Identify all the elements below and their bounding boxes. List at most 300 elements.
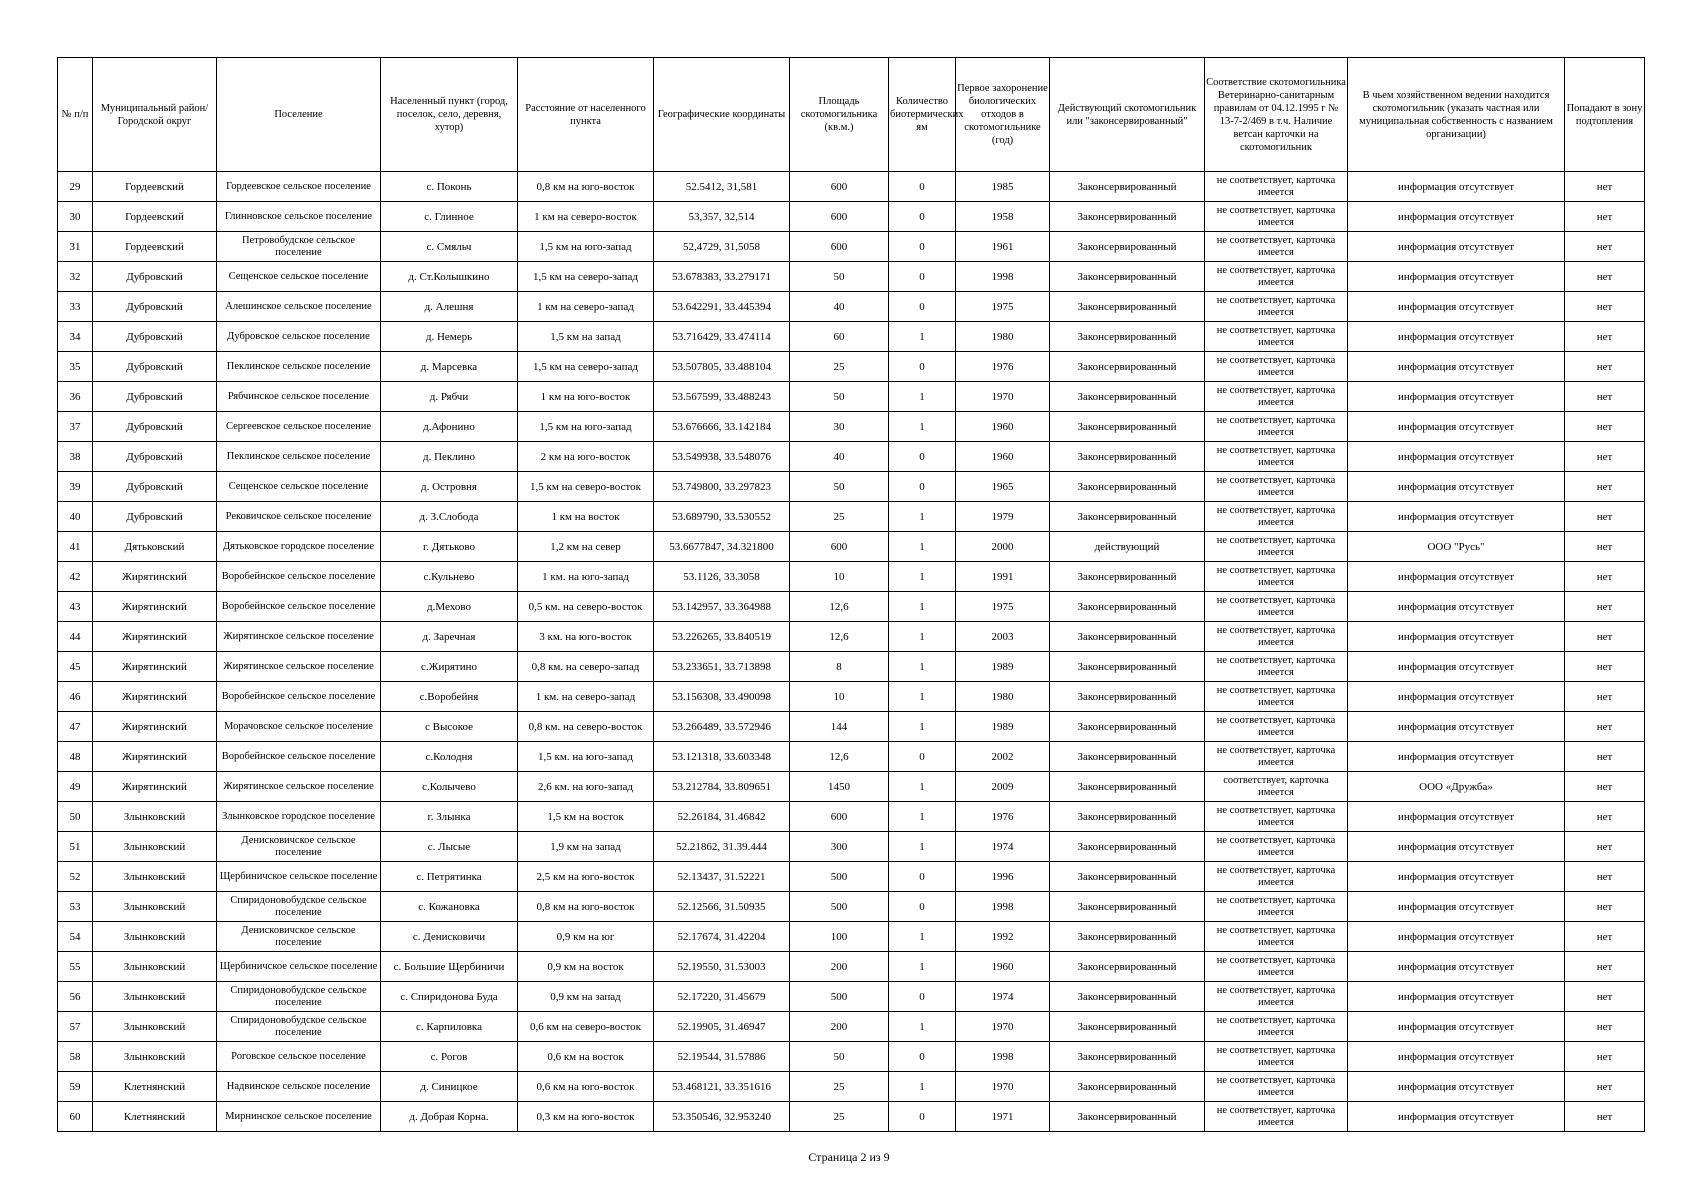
cell-pits-count: 1 bbox=[889, 502, 956, 532]
cell-pits-count: 0 bbox=[889, 262, 956, 292]
cell-flood-zone: нет bbox=[1565, 1102, 1645, 1132]
cell-district: Гордеевский bbox=[93, 172, 217, 202]
cell-flood-zone: нет bbox=[1565, 502, 1645, 532]
table-row bbox=[58, 682, 1645, 712]
table-row bbox=[58, 382, 1645, 412]
cell-locality: с. Глинное bbox=[381, 202, 518, 232]
cell-ownership: информация отсутствует bbox=[1348, 172, 1565, 202]
table-row bbox=[58, 562, 1645, 592]
cell-coordinates: 52.17674, 31.42204 bbox=[654, 922, 790, 952]
cell-pits-count: 1 bbox=[889, 952, 956, 982]
cell-locality: д. З.Слобода bbox=[381, 502, 518, 532]
cell-locality: с. Большие Щербиничи bbox=[381, 952, 518, 982]
cell-status: Законсервированный bbox=[1050, 982, 1205, 1012]
cell-distance: 0,8 км. на северо-запад bbox=[518, 652, 654, 682]
cell-locality: с.Воробейня bbox=[381, 682, 518, 712]
cell-status: Законсервированный bbox=[1050, 802, 1205, 832]
cell-area: 50 bbox=[790, 1042, 889, 1072]
cell-row-number: 44 bbox=[58, 622, 93, 652]
cell-ownership: информация отсутствует bbox=[1348, 1042, 1565, 1072]
cell-district: Дубровский bbox=[93, 382, 217, 412]
cell-district: Злынковский bbox=[93, 862, 217, 892]
cell-area: 30 bbox=[790, 412, 889, 442]
cell-flood-zone: нет bbox=[1565, 202, 1645, 232]
cell-coordinates: 53.507805, 33.488104 bbox=[654, 352, 790, 382]
cell-ownership: информация отсутствует bbox=[1348, 712, 1565, 742]
cell-area: 12,6 bbox=[790, 622, 889, 652]
cell-area: 10 bbox=[790, 682, 889, 712]
cell-status: Законсервированный bbox=[1050, 292, 1205, 322]
cell-locality: с. Спиридонова Буда bbox=[381, 982, 518, 1012]
cell-locality: д. Заречная bbox=[381, 622, 518, 652]
cell-distance: 1,5 км на северо-запад bbox=[518, 352, 654, 382]
table-body bbox=[58, 172, 1645, 1132]
cell-area: 12,6 bbox=[790, 592, 889, 622]
cell-compliance: не соответствует, карточка имеется bbox=[1205, 472, 1348, 502]
cell-coordinates: 52.19550, 31.53003 bbox=[654, 952, 790, 982]
cell-pits-count: 1 bbox=[889, 922, 956, 952]
cell-area: 600 bbox=[790, 232, 889, 262]
column-header: № п/п bbox=[58, 58, 93, 172]
cell-first-burial-year: 1976 bbox=[956, 352, 1050, 382]
table-row bbox=[58, 1042, 1645, 1072]
cell-locality: с. Денисковичи bbox=[381, 922, 518, 952]
cell-flood-zone: нет bbox=[1565, 802, 1645, 832]
cell-district: Дубровский bbox=[93, 292, 217, 322]
cell-first-burial-year: 2002 bbox=[956, 742, 1050, 772]
cell-row-number: 49 bbox=[58, 772, 93, 802]
cell-ownership: информация отсутствует bbox=[1348, 1102, 1565, 1132]
cell-district: Жирятинский bbox=[93, 712, 217, 742]
cell-pits-count: 1 bbox=[889, 832, 956, 862]
cell-row-number: 48 bbox=[58, 742, 93, 772]
cell-first-burial-year: 1998 bbox=[956, 262, 1050, 292]
cell-settlement: Роговское сельское поселение bbox=[217, 1042, 381, 1072]
cell-distance: 2,6 км. на юго-запад bbox=[518, 772, 654, 802]
cell-coordinates: 52.12566, 31.50935 bbox=[654, 892, 790, 922]
cell-first-burial-year: 1975 bbox=[956, 592, 1050, 622]
cell-flood-zone: нет bbox=[1565, 712, 1645, 742]
cell-distance: 1 км. на юго-запад bbox=[518, 562, 654, 592]
cell-district: Злынковский bbox=[93, 802, 217, 832]
cell-first-burial-year: 1970 bbox=[956, 1072, 1050, 1102]
cell-compliance: не соответствует, карточка имеется bbox=[1205, 1042, 1348, 1072]
cell-compliance: не соответствует, карточка имеется bbox=[1205, 682, 1348, 712]
cell-status: Законсервированный bbox=[1050, 622, 1205, 652]
cell-status: действующий bbox=[1050, 532, 1205, 562]
cell-compliance: соответствует, карточка имеется bbox=[1205, 772, 1348, 802]
table-row bbox=[58, 832, 1645, 862]
cell-status: Законсервированный bbox=[1050, 832, 1205, 862]
cell-pits-count: 0 bbox=[889, 352, 956, 382]
cell-first-burial-year: 1996 bbox=[956, 862, 1050, 892]
cell-row-number: 39 bbox=[58, 472, 93, 502]
table-row bbox=[58, 322, 1645, 352]
cell-settlement: Морачовское сельское поселение bbox=[217, 712, 381, 742]
cell-area: 60 bbox=[790, 322, 889, 352]
cell-status: Законсервированный bbox=[1050, 952, 1205, 982]
cell-distance: 1,9 км на запад bbox=[518, 832, 654, 862]
cell-pits-count: 0 bbox=[889, 982, 956, 1012]
cell-distance: 1 км на северо-запад bbox=[518, 292, 654, 322]
column-header: Количество биотермических ям bbox=[889, 58, 956, 172]
cell-district: Дубровский bbox=[93, 352, 217, 382]
cell-first-burial-year: 1991 bbox=[956, 562, 1050, 592]
cell-first-burial-year: 2009 bbox=[956, 772, 1050, 802]
cell-flood-zone: нет bbox=[1565, 832, 1645, 862]
cell-first-burial-year: 1998 bbox=[956, 892, 1050, 922]
cell-district: Клетнянский bbox=[93, 1102, 217, 1132]
table-row bbox=[58, 202, 1645, 232]
cell-area: 25 bbox=[790, 1102, 889, 1132]
cell-district: Дубровский bbox=[93, 502, 217, 532]
cell-compliance: не соответствует, карточка имеется bbox=[1205, 1072, 1348, 1102]
cell-row-number: 35 bbox=[58, 352, 93, 382]
cell-pits-count: 1 bbox=[889, 1012, 956, 1042]
cell-ownership: информация отсутствует bbox=[1348, 1012, 1565, 1042]
column-header: Поселение bbox=[217, 58, 381, 172]
cell-compliance: не соответствует, карточка имеется bbox=[1205, 712, 1348, 742]
cell-area: 600 bbox=[790, 202, 889, 232]
cell-flood-zone: нет bbox=[1565, 1072, 1645, 1102]
cell-status: Законсервированный bbox=[1050, 742, 1205, 772]
cell-first-burial-year: 1979 bbox=[956, 502, 1050, 532]
cell-settlement: Сергеевское сельское поселение bbox=[217, 412, 381, 442]
cell-status: Законсервированный bbox=[1050, 172, 1205, 202]
cell-compliance: не соответствует, карточка имеется bbox=[1205, 622, 1348, 652]
cell-compliance: не соответствует, карточка имеется bbox=[1205, 1102, 1348, 1132]
page-number-footer: Страница 2 из 9 bbox=[808, 1150, 890, 1164]
cell-compliance: не соответствует, карточка имеется bbox=[1205, 172, 1348, 202]
cell-distance: 1,5 км на северо-восток bbox=[518, 472, 654, 502]
cell-ownership: информация отсутствует bbox=[1348, 322, 1565, 352]
cell-pits-count: 1 bbox=[889, 1072, 956, 1102]
cell-compliance: не соответствует, карточка имеется bbox=[1205, 352, 1348, 382]
cell-settlement: Щербиничское сельское поселение bbox=[217, 952, 381, 982]
cell-coordinates: 53.642291, 33.445394 bbox=[654, 292, 790, 322]
table-row bbox=[58, 652, 1645, 682]
cell-settlement: Гордеевское сельское поселение bbox=[217, 172, 381, 202]
cell-settlement: Сещенское сельское поселение bbox=[217, 262, 381, 292]
cell-settlement: Воробейнское сельское поселение bbox=[217, 742, 381, 772]
cell-row-number: 45 bbox=[58, 652, 93, 682]
cell-status: Законсервированный bbox=[1050, 862, 1205, 892]
cell-locality: с. Лысые bbox=[381, 832, 518, 862]
cell-coordinates: 53.678383, 33.279171 bbox=[654, 262, 790, 292]
cell-row-number: 57 bbox=[58, 1012, 93, 1042]
cell-area: 300 bbox=[790, 832, 889, 862]
cell-locality: г. Дятьково bbox=[381, 532, 518, 562]
cell-flood-zone: нет bbox=[1565, 1012, 1645, 1042]
cell-compliance: не соответствует, карточка имеется bbox=[1205, 592, 1348, 622]
table-row bbox=[58, 472, 1645, 502]
table-row bbox=[58, 622, 1645, 652]
cell-coordinates: 53.676666, 33.142184 bbox=[654, 412, 790, 442]
column-header: Первое захоронение биологических отходов в скотомогильнике (год) bbox=[956, 58, 1050, 172]
cell-distance: 1 км. на северо-запад bbox=[518, 682, 654, 712]
cell-compliance: не соответствует, карточка имеется bbox=[1205, 232, 1348, 262]
table-row bbox=[58, 592, 1645, 622]
cell-row-number: 47 bbox=[58, 712, 93, 742]
cell-ownership: информация отсутствует bbox=[1348, 892, 1565, 922]
cell-area: 200 bbox=[790, 952, 889, 982]
cell-first-burial-year: 1989 bbox=[956, 712, 1050, 742]
cell-ownership: информация отсутствует bbox=[1348, 922, 1565, 952]
table-row bbox=[58, 232, 1645, 262]
cell-district: Жирятинский bbox=[93, 562, 217, 592]
cell-settlement: Спиридоновобудское сельское поселение bbox=[217, 1012, 381, 1042]
cell-status: Законсервированный bbox=[1050, 412, 1205, 442]
cell-status: Законсервированный bbox=[1050, 1012, 1205, 1042]
cell-coordinates: 52.5412, 31,581 bbox=[654, 172, 790, 202]
cell-pits-count: 0 bbox=[889, 292, 956, 322]
cell-area: 40 bbox=[790, 292, 889, 322]
cell-flood-zone: нет bbox=[1565, 292, 1645, 322]
cell-row-number: 54 bbox=[58, 922, 93, 952]
cell-status: Законсервированный bbox=[1050, 352, 1205, 382]
cell-status: Законсервированный bbox=[1050, 442, 1205, 472]
cell-area: 500 bbox=[790, 982, 889, 1012]
cell-first-burial-year: 2003 bbox=[956, 622, 1050, 652]
cell-pits-count: 0 bbox=[889, 472, 956, 502]
cell-area: 144 bbox=[790, 712, 889, 742]
cell-ownership: информация отсутствует bbox=[1348, 592, 1565, 622]
cell-row-number: 37 bbox=[58, 412, 93, 442]
table-row bbox=[58, 802, 1645, 832]
cell-ownership: информация отсутствует bbox=[1348, 412, 1565, 442]
cell-coordinates: 53.156308, 33.490098 bbox=[654, 682, 790, 712]
cell-flood-zone: нет bbox=[1565, 532, 1645, 562]
column-header: В чьем хозяйственном ведении находится скотомогильник (указать частная или муниципальная собственность с названием организации) bbox=[1348, 58, 1565, 172]
cell-coordinates: 53.567599, 33.488243 bbox=[654, 382, 790, 412]
cell-area: 50 bbox=[790, 262, 889, 292]
cell-pits-count: 1 bbox=[889, 412, 956, 442]
cell-row-number: 34 bbox=[58, 322, 93, 352]
cell-first-burial-year: 1970 bbox=[956, 382, 1050, 412]
table-row bbox=[58, 412, 1645, 442]
column-header: Площадь скотомогильника (кв.м.) bbox=[790, 58, 889, 172]
cell-flood-zone: нет bbox=[1565, 322, 1645, 352]
cell-first-burial-year: 1961 bbox=[956, 232, 1050, 262]
cell-settlement: Надвинское сельское поселение bbox=[217, 1072, 381, 1102]
cell-locality: д. Островня bbox=[381, 472, 518, 502]
cell-row-number: 53 bbox=[58, 892, 93, 922]
cell-distance: 1,5 км. на юго-запад bbox=[518, 742, 654, 772]
column-header: Муниципальный район/Городской округ bbox=[93, 58, 217, 172]
cell-district: Злынковский bbox=[93, 1042, 217, 1072]
cell-distance: 0,3 км на юго-восток bbox=[518, 1102, 654, 1132]
cell-coordinates: 53.549938, 33.548076 bbox=[654, 442, 790, 472]
cell-distance: 0,8 км на юго-восток bbox=[518, 172, 654, 202]
cell-coordinates: 53.468121, 33.351616 bbox=[654, 1072, 790, 1102]
cell-row-number: 56 bbox=[58, 982, 93, 1012]
cell-locality: д. Синицкое bbox=[381, 1072, 518, 1102]
cell-pits-count: 0 bbox=[889, 892, 956, 922]
cell-pits-count: 1 bbox=[889, 382, 956, 412]
cell-row-number: 52 bbox=[58, 862, 93, 892]
cell-district: Дубровский bbox=[93, 412, 217, 442]
cell-first-burial-year: 1976 bbox=[956, 802, 1050, 832]
cell-settlement: Воробейнское сельское поселение bbox=[217, 592, 381, 622]
table-row bbox=[58, 502, 1645, 532]
cell-flood-zone: нет bbox=[1565, 382, 1645, 412]
cell-settlement: Жирятинское сельское поселение bbox=[217, 622, 381, 652]
cell-flood-zone: нет bbox=[1565, 772, 1645, 802]
cell-locality: с. Кожановка bbox=[381, 892, 518, 922]
cell-distance: 0,6 км на восток bbox=[518, 1042, 654, 1072]
cell-coordinates: 52.21862, 31.39.444 bbox=[654, 832, 790, 862]
cell-first-burial-year: 1970 bbox=[956, 1012, 1050, 1042]
table-row bbox=[58, 1072, 1645, 1102]
cell-first-burial-year: 1960 bbox=[956, 412, 1050, 442]
cell-compliance: не соответствует, карточка имеется bbox=[1205, 922, 1348, 952]
cell-coordinates: 52,4729, 31,5058 bbox=[654, 232, 790, 262]
table-row bbox=[58, 892, 1645, 922]
cell-status: Законсервированный bbox=[1050, 202, 1205, 232]
cell-pits-count: 1 bbox=[889, 772, 956, 802]
cell-area: 50 bbox=[790, 472, 889, 502]
cell-settlement: Алешинское сельское поселение bbox=[217, 292, 381, 322]
cell-ownership: информация отсутствует bbox=[1348, 802, 1565, 832]
cell-ownership: информация отсутствует bbox=[1348, 472, 1565, 502]
cell-settlement: Глинновское сельское поселение bbox=[217, 202, 381, 232]
cell-compliance: не соответствует, карточка имеется bbox=[1205, 862, 1348, 892]
cell-district: Жирятинский bbox=[93, 772, 217, 802]
cell-distance: 0,9 км на юг bbox=[518, 922, 654, 952]
cell-coordinates: 53.226265, 33.840519 bbox=[654, 622, 790, 652]
cell-coordinates: 52.19544, 31.57886 bbox=[654, 1042, 790, 1072]
cell-settlement: Воробейнское сельское поселение bbox=[217, 562, 381, 592]
column-header: Попадают в зону подтопления bbox=[1565, 58, 1645, 172]
cell-distance: 1,5 км на восток bbox=[518, 802, 654, 832]
cell-area: 600 bbox=[790, 172, 889, 202]
cell-first-burial-year: 1960 bbox=[956, 952, 1050, 982]
cell-row-number: 38 bbox=[58, 442, 93, 472]
cell-locality: с.Кульнево bbox=[381, 562, 518, 592]
cell-pits-count: 1 bbox=[889, 532, 956, 562]
cell-distance: 2 км на юго-восток bbox=[518, 442, 654, 472]
cell-locality: д. Ст.Колышкино bbox=[381, 262, 518, 292]
cell-district: Злынковский bbox=[93, 982, 217, 1012]
cell-compliance: не соответствует, карточка имеется bbox=[1205, 832, 1348, 862]
cell-pits-count: 1 bbox=[889, 682, 956, 712]
cell-distance: 0,9 км на восток bbox=[518, 952, 654, 982]
cell-ownership: информация отсутствует bbox=[1348, 982, 1565, 1012]
cell-status: Законсервированный bbox=[1050, 772, 1205, 802]
cell-coordinates: 53.716429, 33.474114 bbox=[654, 322, 790, 352]
cell-status: Законсервированный bbox=[1050, 1102, 1205, 1132]
cell-ownership: информация отсутствует bbox=[1348, 832, 1565, 862]
table-row bbox=[58, 532, 1645, 562]
table-row bbox=[58, 1102, 1645, 1132]
cell-flood-zone: нет bbox=[1565, 952, 1645, 982]
cell-compliance: не соответствует, карточка имеется bbox=[1205, 652, 1348, 682]
cell-area: 25 bbox=[790, 352, 889, 382]
cell-district: Клетнянский bbox=[93, 1072, 217, 1102]
cell-coordinates: 53.212784, 33.809651 bbox=[654, 772, 790, 802]
cell-area: 100 bbox=[790, 922, 889, 952]
cell-ownership: информация отсутствует bbox=[1348, 952, 1565, 982]
cell-coordinates: 53.121318, 33.603348 bbox=[654, 742, 790, 772]
cell-flood-zone: нет bbox=[1565, 172, 1645, 202]
cell-distance: 1,5 км на северо-запад bbox=[518, 262, 654, 292]
cell-status: Законсервированный bbox=[1050, 562, 1205, 592]
cell-first-burial-year: 1980 bbox=[956, 682, 1050, 712]
cell-pits-count: 0 bbox=[889, 442, 956, 472]
cell-district: Гордеевский bbox=[93, 232, 217, 262]
cell-first-burial-year: 1965 bbox=[956, 472, 1050, 502]
cell-ownership: ООО «Дружба» bbox=[1348, 772, 1565, 802]
cell-row-number: 46 bbox=[58, 682, 93, 712]
table-row bbox=[58, 862, 1645, 892]
table-row bbox=[58, 262, 1645, 292]
cell-distance: 0,8 км. на северо-восток bbox=[518, 712, 654, 742]
cell-status: Законсервированный bbox=[1050, 262, 1205, 292]
cell-pits-count: 0 bbox=[889, 172, 956, 202]
cell-flood-zone: нет bbox=[1565, 442, 1645, 472]
cell-district: Дубровский bbox=[93, 262, 217, 292]
cell-row-number: 32 bbox=[58, 262, 93, 292]
cell-distance: 1,5 км на юго-запад bbox=[518, 412, 654, 442]
cell-status: Законсервированный bbox=[1050, 682, 1205, 712]
cell-area: 8 bbox=[790, 652, 889, 682]
cell-row-number: 50 bbox=[58, 802, 93, 832]
cell-compliance: не соответствует, карточка имеется bbox=[1205, 262, 1348, 292]
cell-pits-count: 1 bbox=[889, 622, 956, 652]
table-row bbox=[58, 712, 1645, 742]
cell-ownership: ООО "Русь" bbox=[1348, 532, 1565, 562]
cell-locality: с. Смяльч bbox=[381, 232, 518, 262]
cell-row-number: 42 bbox=[58, 562, 93, 592]
cell-compliance: не соответствует, карточка имеется bbox=[1205, 892, 1348, 922]
cell-coordinates: 53.689790, 33.530552 bbox=[654, 502, 790, 532]
cell-compliance: не соответствует, карточка имеется bbox=[1205, 322, 1348, 352]
cell-locality: с. Поконь bbox=[381, 172, 518, 202]
cell-ownership: информация отсутствует bbox=[1348, 742, 1565, 772]
cell-district: Жирятинский bbox=[93, 682, 217, 712]
cell-pits-count: 1 bbox=[889, 712, 956, 742]
cell-ownership: информация отсутствует bbox=[1348, 652, 1565, 682]
cell-settlement: Денисковичское сельское поселение bbox=[217, 832, 381, 862]
cell-settlement: Щербиничское сельское поселение bbox=[217, 862, 381, 892]
cell-area: 25 bbox=[790, 1072, 889, 1102]
cell-district: Дубровский bbox=[93, 442, 217, 472]
cell-compliance: не соответствует, карточка имеется bbox=[1205, 202, 1348, 232]
cell-ownership: информация отсутствует bbox=[1348, 1072, 1565, 1102]
cell-coordinates: 52.13437, 31.52221 bbox=[654, 862, 790, 892]
cell-first-burial-year: 1974 bbox=[956, 982, 1050, 1012]
cell-distance: 1,2 км на север bbox=[518, 532, 654, 562]
cell-flood-zone: нет bbox=[1565, 862, 1645, 892]
cell-flood-zone: нет bbox=[1565, 472, 1645, 502]
cell-ownership: информация отсутствует bbox=[1348, 292, 1565, 322]
cell-distance: 1,5 км на юго-запад bbox=[518, 232, 654, 262]
cell-pits-count: 0 bbox=[889, 862, 956, 892]
cell-flood-zone: нет bbox=[1565, 1042, 1645, 1072]
header-row bbox=[58, 58, 1645, 172]
cell-compliance: не соответствует, карточка имеется bbox=[1205, 532, 1348, 562]
cell-settlement: Пеклинское сельское поселение bbox=[217, 442, 381, 472]
table-row bbox=[58, 442, 1645, 472]
cell-distance: 0,6 км на юго-восток bbox=[518, 1072, 654, 1102]
cell-settlement: Пеклинское сельское поселение bbox=[217, 352, 381, 382]
cell-ownership: информация отсутствует bbox=[1348, 232, 1565, 262]
cell-flood-zone: нет bbox=[1565, 742, 1645, 772]
cell-settlement: Денисковичское сельское поселение bbox=[217, 922, 381, 952]
cell-first-burial-year: 1989 bbox=[956, 652, 1050, 682]
document-page bbox=[57, 57, 1644, 1132]
cell-coordinates: 53.350546, 32.953240 bbox=[654, 1102, 790, 1132]
